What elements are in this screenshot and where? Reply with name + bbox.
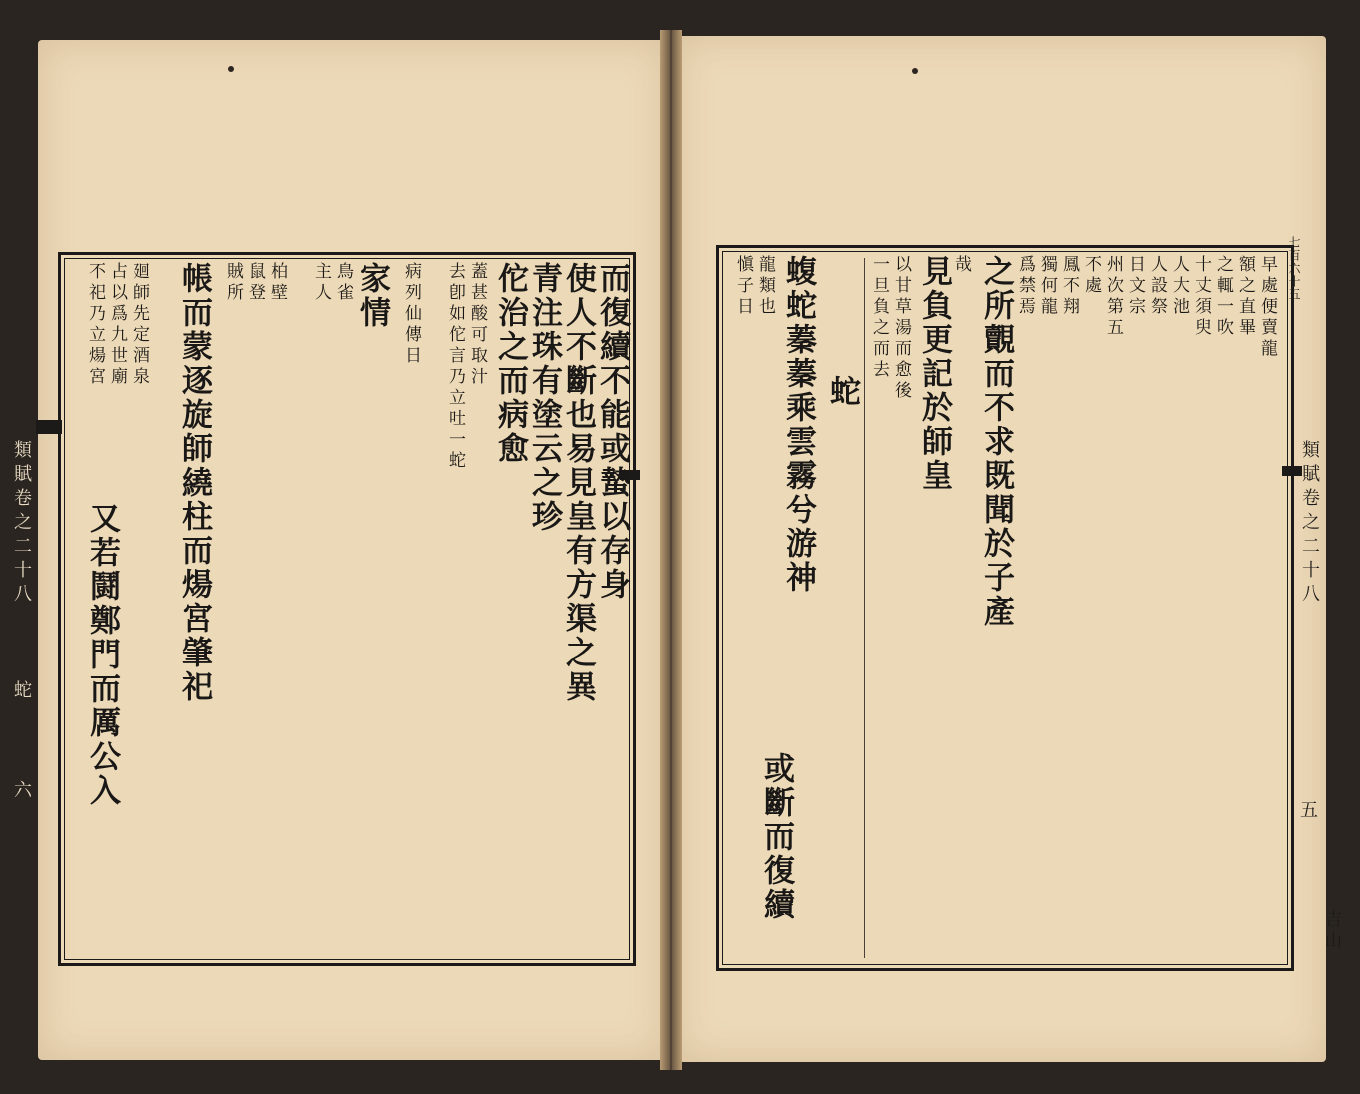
text-column: 而復續不能或蟄以存身 xyxy=(594,262,630,602)
book-gutter xyxy=(660,30,682,1070)
text-column: 之輒一吹 xyxy=(1213,255,1233,339)
text-column: 愼子日 xyxy=(733,255,753,318)
text-column: 占以爲九世廟 xyxy=(107,262,127,388)
text-column: 人大池 xyxy=(1169,255,1189,318)
text-column: 主人 xyxy=(311,262,331,304)
folio-number: 五 xyxy=(1297,800,1318,824)
text-column: 或斷而復續 xyxy=(758,752,794,922)
text-column: 見負更記於師皇 xyxy=(916,255,952,493)
column-rule xyxy=(864,258,865,958)
text-column: 人設祭 xyxy=(1147,255,1167,318)
text-column: 日文宗 xyxy=(1125,255,1145,318)
text-column: 病列仙傳日 xyxy=(401,262,421,367)
ink-spot xyxy=(912,68,918,74)
entry-heading: 蛇 xyxy=(824,375,860,409)
section-label: 蛇 xyxy=(11,680,32,704)
text-column: 哉 xyxy=(951,255,971,276)
text-column: 柏壁 xyxy=(267,262,287,304)
text-column: 額之直畢 xyxy=(1235,255,1255,339)
text-column: 使人不斷也易見皇有方渠之異 xyxy=(560,262,596,704)
text-column: 蝮蛇蓁蓁乘雲霧兮游神 xyxy=(780,255,816,595)
text-column: 去卽如佗言乃立吐一蛇 xyxy=(445,262,465,472)
page-header: 類賦卷之二十八 xyxy=(11,440,32,608)
text-column: 鼠登 xyxy=(245,262,265,304)
text-column: 不祀乃立煬宮 xyxy=(85,262,105,388)
text-column: 帳而蒙逐旋師繞柱而煬宮肇祀 xyxy=(176,262,212,704)
text-column: 一旦負之而去 xyxy=(869,255,889,381)
fishtail-mark xyxy=(36,420,62,434)
text-column: 早處便賣龍 xyxy=(1257,255,1277,360)
leaf-note: 七百六十五 xyxy=(1287,236,1301,301)
page-header: 類賦卷之二十八 xyxy=(1299,440,1320,608)
text-column: 賊所 xyxy=(223,262,243,304)
text-column: 廻師先定酒泉 xyxy=(129,262,149,388)
text-column: 鳥雀 xyxy=(333,262,353,304)
text-column: 蓋甚酸可取汁 xyxy=(467,262,487,388)
text-column: 鳳不翔 xyxy=(1059,255,1079,318)
text-column: 爲禁焉 xyxy=(1015,255,1035,318)
ink-spot xyxy=(228,66,234,72)
margin-note: 吉山 xyxy=(1321,910,1341,952)
text-column: 獨何龍 xyxy=(1037,255,1057,318)
text-column: 之所覿而不求既聞於子產 xyxy=(978,255,1014,629)
text-column: 十丈須臾 xyxy=(1191,255,1211,339)
text-column: 以甘草湯而愈後 xyxy=(891,255,911,402)
text-column: 龍類也 xyxy=(755,255,775,318)
text-column: 不處 xyxy=(1081,255,1101,297)
text-column: 佗治之而病愈 xyxy=(492,262,528,466)
text-column: 又若鬪鄭門而厲公入 xyxy=(84,502,120,808)
text-column: 州次第五 xyxy=(1103,255,1123,339)
text-column: 青注珠有塗云之珍 xyxy=(526,262,562,534)
folio-number: 六 xyxy=(11,780,32,804)
text-column: 家情 xyxy=(354,262,390,330)
